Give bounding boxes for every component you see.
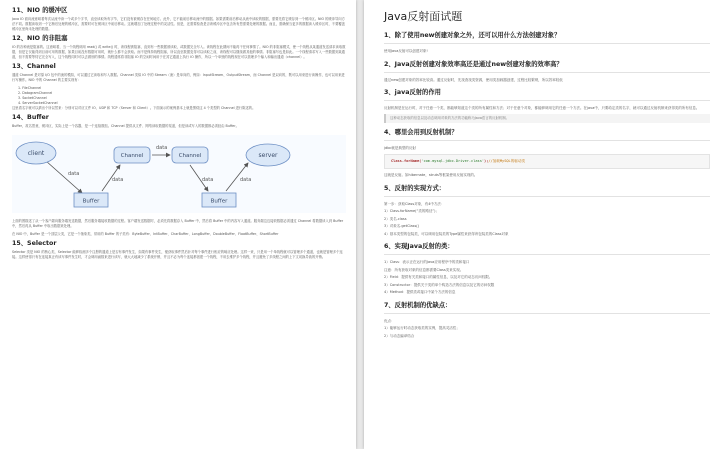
answer-line: 4）Method：提供类或接口中某个方法的信息 xyxy=(384,290,456,294)
paragraph: 在 NIO 中，Buffer 是一个顶层父类，它是一个抽象类，常用的 Buffer 的子类有：ByteBuffer、IntBuffer、CharBuffer、LongBuffer、DoubleBuffer、FloatBuffer、ShortBuffer xyxy=(12,232,279,236)
document-title: Java反射面试题 xyxy=(384,10,463,23)
question-title-7: 7、反射机制的优缺点： xyxy=(384,301,452,309)
buffer-label-2: Buffer xyxy=(210,198,228,205)
divider xyxy=(384,254,710,255)
note-block: 这种动态获取的信息以及动态调用对象的方法的功能称为Java语言的反射机制。 xyxy=(384,114,710,123)
section-title-channel: 13、Channel xyxy=(12,63,56,70)
buffer-flow-diagram xyxy=(12,135,346,213)
answer-line: 优点： xyxy=(384,318,395,323)
channel-label-2: Channel xyxy=(178,153,202,159)
answer-line: 第一步：获取Class对象，有4中方法： xyxy=(384,201,445,206)
answer-line: 4）基本类型的包装类，可以调用包装类的Type属性来获得该包装类的Class对象 xyxy=(384,231,509,236)
data-label-2: data xyxy=(112,177,124,183)
paragraph: 这里看名字就可以猜出个所以然来：分别可以对应文件 IO、UDP 和 TCP（Server 和 Client）。下面演示的案例基本上就是围绕这 4 个类型的 Channel 进行陈述的。 xyxy=(12,106,256,110)
answer-line: 1）能够运行时动态获取类的实例，提高灵活性； xyxy=(384,326,460,330)
answer-text: 使用Java反射可以创建对象! xyxy=(384,49,428,53)
question-title-5: 5、反射的实现方式： xyxy=(384,184,446,192)
question-title-3: 3、java反射的作用 xyxy=(384,89,441,96)
paragraph: IO 的各种流是阻塞的。这意味着，当一个线程调用 read() 或 write() 时，该线程被阻塞，直到有一些数据被读取，或数据完全写入。该线程在此期间不能再干任何事情了。NIO 的非阻塞模式，使一个线程从某通道发送请求读取数据，但是它仅能得到目前可用的数据，如果目前没有数据可用时，就什么都不会获取。而不是保持线程阻塞，所以直至数据变得可以读取之前，该线程可以继续做其他的事情。非阻塞写也是如此。一个线程请求写入一些数据到某通道，但不需要等待它完全写入，这个线程同时可以去做别的事情。线程通常将非阻塞 IO 的空闲时间用于在其它通道上执行 IO 操作，所以一个单独的线程现在可以管理多个输入和输出通道（channel）。 xyxy=(12,45,346,59)
answer-line: 3）Constructor：提供关于类的单个构造方法的信息以及它的访问权限 xyxy=(384,282,495,287)
question-title-1: 1、除了使用new创建对象之外，还可以用什么方法创建对象？ xyxy=(384,32,561,39)
answer-line: 1）Class.forName(“类的路径”)； xyxy=(384,209,440,213)
question-title-6: 6、实现Java反射的类： xyxy=(384,243,454,250)
answer-text: jdbc就是典型的反射 xyxy=(384,145,416,150)
diagram-svg xyxy=(12,135,346,213)
document-page-right xyxy=(364,0,720,449)
divider xyxy=(384,140,710,141)
divider xyxy=(384,313,710,314)
list-item: 1. FileChannel xyxy=(18,86,42,90)
data-label-5: data xyxy=(240,177,252,183)
channel-label-1: Channel xyxy=(120,153,144,159)
answer-text: 反射机制是在运行时，对于任意一个类，都能够知道这个类的所有属性和方法；对于任意个对象，都能够调用它的任意一个方法。在java中，只要给定类的名字，就可以通过反射机制来获得类的所有信息。 xyxy=(384,106,700,110)
client-label: client xyxy=(27,150,45,157)
list-item: 3. SocketChannel xyxy=(18,96,47,100)
answer-line: 2）Field：提供有关类和接口的属性信息，以及对它的动态访问权限。 xyxy=(384,275,493,279)
paragraph: 上面的图描述了从一个客户端向服务端发送数据，然后服务端接收数据的过程。客户端发送数据时，必须先将数据存入 Buffer 中，然后将 Buffer 中的内容写入通道。服务端这边接收数据必须通过 Channel 将数据读入到 Buffer 中，然后再从 Buffer 中取出数据来处理。 xyxy=(12,219,344,228)
divider xyxy=(384,72,710,73)
arrow-client-to-buffer xyxy=(46,161,82,193)
answer-line: 2）类名.class xyxy=(384,216,407,221)
code-string: 'com.mysql.jdbc.Driver.class' xyxy=(421,159,485,163)
answer-line: 2）与动态编译结合 xyxy=(384,333,415,338)
paragraph: Selector 类是 NIO 的核心类，Selector 能够检测多个注册的通道上是否有事件发生，如果有事件发生，便获取事件然后针对每个事件进行相应的响应处理。这样一来，只是用一个单线程就可以管理多个通道，也就是管理多个连接。这样使得只有在连接真正有读写事件发生时，才会调用函数来进行读写，就大大地减少了系统开销，并且不必为每个连接都创建一个线程，不用去维护多个线程，并且避免了多线程之间的上下文切换导致的开销。 xyxy=(12,250,343,259)
code-end: ); xyxy=(484,159,489,163)
paragraph: Buffer，故名思意，缓冲区，实际上是一个容器，是一个连续数组。Channel 提供从文件、网络读取数据的渠道，但是读或写入的数据都必须经由 Buffer。 xyxy=(12,124,239,128)
server-label: server xyxy=(258,152,278,159)
divider xyxy=(384,196,710,197)
answer-line: 注意：所有获取对象的信息都需要Class类来实现。 xyxy=(384,267,464,272)
section-title-nio-nonblocking: 12、NIO 的非阻塞 xyxy=(12,35,68,42)
code-comment: //加载MySQL的驱动类 xyxy=(488,159,526,163)
paragraph: Java IO 面向流意味着每次从流中读一个或多个字节，直至读取所有字节，它们没有被缓存在任何地方。此外，它不能前后移动流中的数据。如果需要前后移动从流中读取的数据，需要先将它缓存到一个缓冲区。NIO 的缓冲导向方法不同。数据读取到一个它稍后处理的缓冲区，需要时可在缓冲区中前后移动。这就增加了处理过程中的灵活性。但是，还需要检查是否该缓冲区中包含所有您需要处理的数据。而且，需确保当更多的数据读入缓冲区时，不要覆盖缓冲区里尚未处理的数据。 xyxy=(12,17,345,31)
answer-text: 这就是反射。如hibernate，struts等框架使用反射实现的。 xyxy=(384,173,478,177)
data-label-3: data xyxy=(156,145,168,151)
answer-line: 3）对象名.getClass() xyxy=(384,224,420,228)
section-title-nio-buffer: 11、NIO 的缓冲区 xyxy=(12,7,68,14)
paragraph: 通道 Channel 是对原 I/O 包中的流的模拟，可以通过它读取和写入数据。Channel 类似 IO 中的 Stream（流）是单向的，例如：InputStream、OutputStream，而 Channel 是双向的，既可以用来进行读操作，也可以用来进行写操作。NIO 中的 Channel 的主要实现有： xyxy=(12,73,345,82)
question-title-4: 4、哪里会用到反射机制？ xyxy=(384,128,458,136)
section-title-selector: 15、Selector xyxy=(12,240,57,247)
divider xyxy=(384,43,710,44)
section-title-buffer: 14、Buffer xyxy=(12,114,49,121)
list-item: 2. DatagramChannel xyxy=(18,91,53,95)
answer-text: 通过new创建对象的效率比较高。通过反射时，先找查找类资源，使用类加载器创建，过程比较繁琐，所以效率较低 xyxy=(384,77,563,82)
code-block xyxy=(384,154,710,169)
document-page-left xyxy=(0,0,356,449)
data-label-4: data xyxy=(202,177,214,183)
question-title-2: 2、Java反射创建对象效率高还是通过new创建对象的效率高？ xyxy=(384,60,563,68)
divider xyxy=(384,100,710,101)
list-item: 4. ServerSocketChannel xyxy=(18,101,58,105)
answer-line: 1）Class：表示正在运行的Java应用程序中的类和接口 xyxy=(384,260,470,264)
buffer-label-1: Buffer xyxy=(82,198,100,205)
code-call: Class.forName( xyxy=(391,159,422,163)
data-label-1: data xyxy=(68,171,80,177)
